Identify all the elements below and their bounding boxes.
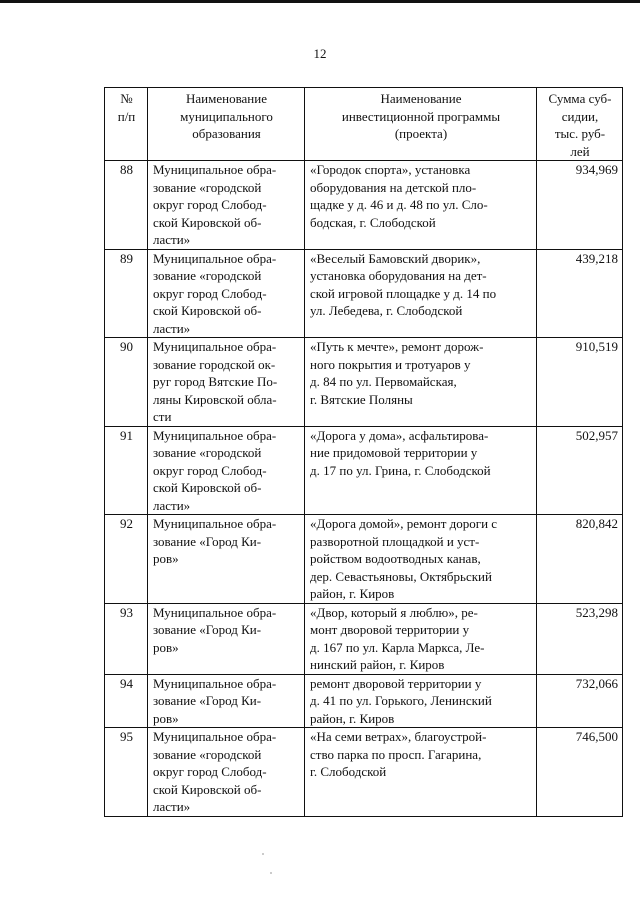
subsidy-amount: 746,500 (537, 728, 623, 817)
municipality-line: Муниципальное обра- (153, 339, 277, 354)
program-line: г. Слободской (310, 764, 387, 779)
program-line: «Веселый Бамовский дворик», (310, 250, 481, 266)
municipality-line: округ город Слобод- (153, 285, 267, 301)
municipality-line: ской Кировской об- (153, 303, 262, 318)
header-sum-line: тыс. руб- (554, 126, 606, 141)
municipality-line: зование «городской (153, 445, 262, 460)
municipality-line: ласти» (153, 232, 191, 247)
program-line: «Путь к мечте», ремонт дорож- (310, 339, 484, 354)
program-line: «Дорога у дома», асфальтирова- (310, 427, 489, 443)
row-number: 94 (105, 674, 148, 728)
program-line: район, г. Киров (310, 586, 395, 601)
program-line: установка оборудования на дет- (310, 268, 487, 283)
program-line: д. 167 по ул. Карла Маркса, Ле- (310, 639, 485, 655)
header-sum-line: лей (570, 143, 590, 159)
municipality-line: ляны Кировской обла- (153, 391, 277, 407)
program-cell (305, 426, 537, 515)
header-num-line: № (120, 91, 133, 106)
municipality-cell (148, 338, 305, 427)
table-row (105, 728, 623, 817)
program-line: ской игровой площадке у д. 14 по (310, 285, 497, 301)
program-line: щадке у д. 46 и д. 48 по ул. Сло- (310, 197, 488, 212)
municipality-cell (148, 603, 305, 674)
municipality-line: ласти» (153, 320, 191, 336)
header-municipality (148, 88, 305, 161)
municipality-cell (148, 728, 305, 817)
municipality-cell (148, 426, 305, 515)
top-rule (0, 0, 640, 3)
program-line: «Городок спорта», установка (310, 162, 471, 177)
table-header (105, 88, 623, 161)
row-number: 90 (105, 338, 148, 427)
program-line: г. Вятские Поляны (310, 391, 413, 407)
program-line: «Дорога домой», ремонт дороги с (310, 516, 498, 531)
program-line: д. 17 по ул. Грина, г. Слободской (310, 462, 491, 478)
municipality-line: Муниципальное обра- (153, 516, 277, 531)
subsidy-amount: 439,218 (537, 249, 623, 338)
municipality-line: округ город Слобод- (153, 197, 267, 212)
program-line: район, г. Киров (310, 710, 395, 726)
municipality-cell (148, 161, 305, 250)
program-line: нинский район, г. Киров (310, 657, 445, 672)
subsidy-amount: 502,957 (537, 426, 623, 515)
municipality-line: ласти» (153, 799, 191, 814)
header-row (105, 88, 623, 161)
municipality-line: сти (153, 409, 172, 424)
row-number: 91 (105, 426, 148, 515)
program-cell (305, 249, 537, 338)
table-row (105, 426, 623, 515)
header-program-line: инвестиционной программы (341, 108, 501, 124)
program-line: бодская, г. Слободской (310, 214, 436, 230)
municipality-line: зование «Город Ки- (153, 533, 262, 549)
municipality-line: округ город Слобод- (153, 462, 267, 478)
municipality-cell (148, 515, 305, 604)
header-program-line: Наименование (380, 91, 462, 106)
table-row (105, 674, 623, 728)
scan-speck (262, 853, 264, 855)
municipality-line: ров» (153, 551, 179, 566)
subsidy-amount: 732,066 (537, 674, 623, 728)
table-row (105, 603, 623, 674)
municipality-line: Муниципальное обра- (153, 427, 277, 443)
row-number: 88 (105, 161, 148, 250)
program-line: ство парка по просп. Гагарина, (310, 746, 482, 762)
row-number: 92 (105, 515, 148, 604)
program-line: дер. Севастьяновы, Октябрьский (310, 568, 492, 584)
municipality-cell (148, 249, 305, 338)
municipality-line: зование «Город Ки- (153, 693, 262, 708)
municipality-line: ров» (153, 639, 179, 655)
table-row (105, 515, 623, 604)
municipality-line: руг город Вятские По- (153, 374, 278, 389)
program-cell (305, 603, 537, 674)
row-number: 95 (105, 728, 148, 817)
municipality-line: Муниципальное обра- (153, 250, 277, 266)
program-line: монт дворовой территории у (310, 622, 470, 637)
program-line: ройством водоотводных канав, (310, 551, 481, 566)
program-line: д. 41 по ул. Горького, Ленинский (310, 693, 492, 708)
header-municipality-line: образования (192, 126, 261, 141)
municipality-line: зование «городской (153, 179, 262, 195)
subsidy-amount: 820,842 (537, 515, 623, 604)
municipality-line: зование «Город Ки- (153, 622, 262, 637)
table-row (105, 249, 623, 338)
header-municipality-line: Наименование (186, 91, 267, 106)
program-line: ного покрытия и тротуаров у (310, 356, 471, 372)
program-line: «На семи ветрах», благоустрой- (310, 729, 487, 744)
program-cell (305, 161, 537, 250)
program-line: д. 84 по ул. Первомайская, (310, 374, 457, 389)
municipality-line: зование «городской (153, 746, 262, 762)
municipality-line: ской Кировской об- (153, 781, 262, 797)
header-program (305, 88, 537, 161)
header-sum-line: сидии, (561, 108, 599, 124)
municipality-line: ской Кировской об- (153, 214, 262, 230)
program-line: оборудования на детской пло- (310, 179, 477, 195)
page-number: 12 (313, 46, 327, 61)
header-num (105, 88, 148, 161)
program-line: «Двор, который я люблю», ре- (310, 604, 478, 620)
municipality-line: Муниципальное обра- (153, 604, 277, 620)
header-num-line: п/п (117, 108, 136, 124)
row-number: 89 (105, 249, 148, 338)
header-municipality-line: муниципального (180, 108, 273, 124)
table-body (105, 161, 623, 817)
program-cell (305, 515, 537, 604)
municipality-line: ласти» (153, 497, 191, 513)
municipality-cell (148, 674, 305, 728)
table-row (105, 338, 623, 427)
program-cell (305, 674, 537, 728)
program-line: разворотной площадкой и уст- (310, 533, 480, 549)
program-line: ремонт дворовой территории у (310, 675, 482, 691)
subsidy-table (104, 87, 623, 817)
header-program-line: (проекта) (394, 126, 448, 141)
municipality-line: зование «городской (153, 268, 262, 283)
subsidy-amount: 934,969 (537, 161, 623, 250)
municipality-line: ской Кировской об- (153, 480, 262, 495)
program-line: ул. Лебедева, г. Слободской (310, 303, 463, 318)
municipality-line: зование городской ок- (153, 356, 276, 372)
program-cell (305, 728, 537, 817)
scan-speck (270, 872, 272, 874)
municipality-line: округ город Слобод- (153, 764, 267, 779)
subsidy-amount: 910,519 (537, 338, 623, 427)
municipality-line: ров» (153, 710, 179, 726)
header-sum (537, 88, 623, 161)
municipality-line: Муниципальное обра- (153, 162, 277, 177)
municipality-line: Муниципальное обра- (153, 729, 277, 744)
row-number: 93 (105, 603, 148, 674)
header-sum-line: Сумма суб- (548, 91, 612, 106)
subsidy-amount: 523,298 (537, 603, 623, 674)
municipality-line: Муниципальное обра- (153, 675, 277, 691)
table-row (105, 161, 623, 250)
program-line: ние придомовой территории у (310, 445, 478, 460)
program-cell (305, 338, 537, 427)
